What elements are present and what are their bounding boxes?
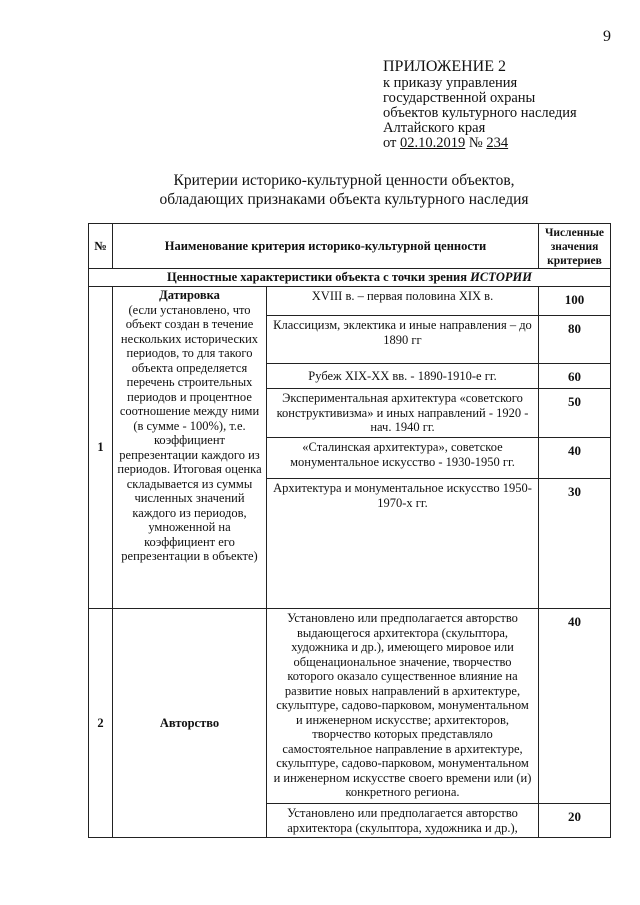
table-row bbox=[89, 287, 611, 316]
criteria-table bbox=[88, 223, 611, 838]
criterion-description: Установлено или предполагается авторство архитектора (скульптора, художника и др.), bbox=[267, 804, 539, 838]
criterion-description: Установлено или предполагается авторство выдающегося архитектора (скульптора, художника и др.), имеющего мировое или общенациональное значение, творчество которого оказало существенное влияние на развитие новых направлений в архитектуре, скульптуре, садово-парковом, монументальном и инженерном искусстве; архитекторов, творчество которых представляло самостоятельное направление в архитектуре, скульптуре, садово-парковом, монументальном и инженерном искусстве своего времени или (и) конкретного региона. bbox=[267, 609, 539, 804]
criterion-description: Классицизм, эклектика и иные направления – до 1890 гг bbox=[267, 316, 539, 364]
criterion-name-cell bbox=[113, 287, 267, 609]
section-row bbox=[89, 269, 611, 287]
criterion-value: 50 bbox=[539, 389, 611, 438]
document-title-line-1: Критерии историко-культурной ценности объектов, bbox=[173, 172, 515, 189]
table-header-row bbox=[89, 224, 611, 269]
page-number: 9 bbox=[603, 28, 611, 45]
appendix-number-sign: № bbox=[465, 135, 487, 151]
criterion-value: 80 bbox=[539, 316, 611, 364]
criterion-value: 20 bbox=[539, 804, 611, 838]
table-row bbox=[89, 609, 611, 804]
document-title bbox=[90, 171, 598, 209]
criterion-description: Рубеж XIX-XX вв. - 1890-1910-е гг. bbox=[267, 364, 539, 389]
appendix-line-4: Алтайского края bbox=[383, 120, 486, 136]
criterion-name-cell bbox=[113, 609, 267, 838]
section-heading-prefix: Ценностные характеристики объекта с точки зрения bbox=[167, 270, 471, 285]
appendix-date: 02.10.2019 bbox=[400, 135, 466, 151]
appendix-date-line bbox=[383, 136, 628, 151]
header-number: № bbox=[89, 224, 113, 269]
criterion-value: 30 bbox=[539, 479, 611, 609]
criterion-value: 40 bbox=[539, 438, 611, 479]
appendix-line-1: к приказу управления bbox=[383, 75, 518, 91]
criterion-description: XVIII в. – первая половина XIX в. bbox=[267, 287, 539, 316]
document-title-line-2: обладающих признаками объекта культурного наследия bbox=[159, 191, 529, 208]
criterion-name: Датировка bbox=[159, 288, 220, 302]
criterion-number: 2 bbox=[89, 609, 113, 838]
criterion-number: 1 bbox=[89, 287, 113, 609]
criterion-value: 60 bbox=[539, 364, 611, 389]
criterion-note: (если установлено, что объект создан в течение нескольких исторических периодов, то для такого объекта определяется перечень строительных периодов и процентное соотношение между ними (в сумме - 100%), т.е. коэффициент репрезентации каждого из периодов. Итоговая оценка складывается из суммы численных значений каждого из периодов, умноженной на коэффициент его репрезентации в объекте) bbox=[117, 302, 262, 563]
appendix-line-3: объектов культурного наследия bbox=[383, 105, 577, 121]
criterion-value: 40 bbox=[539, 609, 611, 804]
criterion-description: Экспериментальная архитектура «советского конструктивизма» и иных направлений - 1920 - нач. 1940 гг. bbox=[267, 389, 539, 438]
appendix-number: 234 bbox=[486, 135, 509, 151]
appendix-title: ПРИЛОЖЕНИЕ 2 bbox=[383, 58, 507, 75]
criterion-value: 100 bbox=[539, 287, 611, 316]
appendix-date-prefix: от bbox=[383, 135, 401, 151]
header-values: Численные значения критериев bbox=[539, 224, 611, 269]
section-heading bbox=[89, 269, 611, 287]
criterion-description: Архитектура и монументальное искусство 1950-1970-х гг. bbox=[267, 479, 539, 609]
criterion-name: Авторство bbox=[159, 715, 220, 730]
header-criterion-name: Наименование критерия историко-культурной ценности bbox=[113, 224, 539, 269]
section-heading-emphasis: ИСТОРИИ bbox=[470, 270, 532, 285]
criterion-description: «Сталинская архитектура», советское монументальное искусство - 1930-1950 гг. bbox=[267, 438, 539, 479]
appendix-line-2: государственной охраны bbox=[383, 90, 536, 106]
appendix-block bbox=[383, 58, 628, 151]
